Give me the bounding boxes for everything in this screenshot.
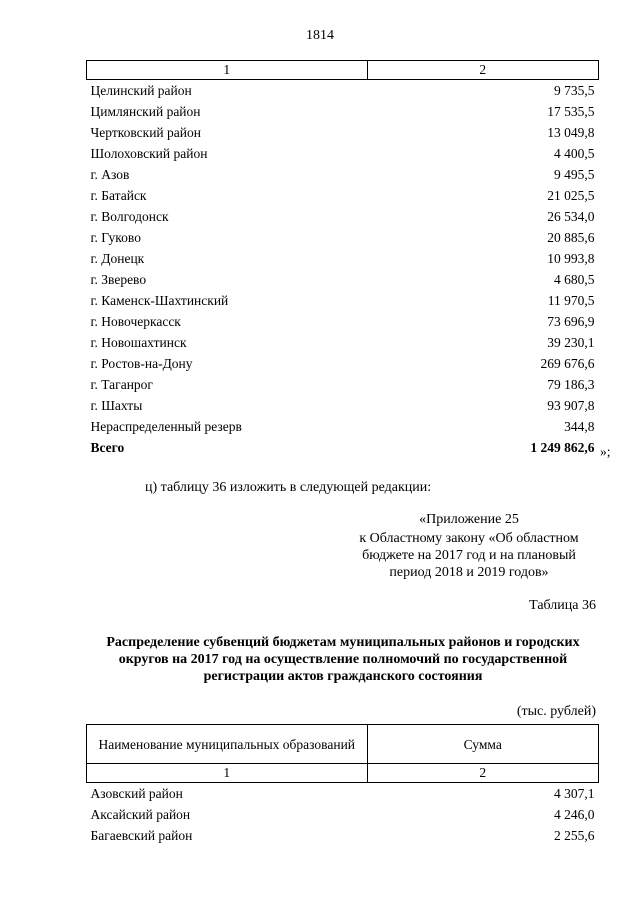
row-name: г. Шахты [90, 398, 143, 413]
table-row [87, 353, 599, 374]
row-value: 2 255,6 [554, 828, 595, 843]
row-value: 9 495,5 [554, 167, 595, 182]
row-name: Шолоховский район [90, 146, 208, 161]
table-row [87, 395, 599, 416]
row-value: 4 680,5 [554, 272, 595, 287]
row-value: 9 735,5 [554, 83, 595, 98]
row-value: 344,8 [564, 419, 595, 434]
table-row [87, 80, 599, 102]
table-row [87, 185, 599, 206]
row-name: г. Новошахтинск [90, 335, 187, 350]
row-value: 17 535,5 [547, 104, 595, 119]
row-value: 4 307,1 [554, 786, 595, 801]
total-value: 1 249 862,6 [530, 440, 595, 455]
row-name: Чертковский район [90, 125, 201, 140]
table-column-headers [87, 725, 599, 764]
table-row [87, 804, 599, 825]
units-label: (тыс. рублей) [516, 704, 596, 719]
row-name: Багаевский район [90, 828, 193, 843]
row-value: 269 676,6 [540, 356, 595, 371]
row-value: 93 907,8 [547, 398, 595, 413]
subvention-table-36 [86, 724, 599, 846]
column-header-name: Наименование муниципальных образований [87, 725, 368, 764]
row-name: г. Новочеркасск [90, 314, 181, 329]
table-row [87, 101, 599, 122]
row-value: 79 186,3 [547, 377, 595, 392]
row-name: г. Каменск-Шахтинский [90, 293, 229, 308]
table-row [87, 248, 599, 269]
table-row [87, 122, 599, 143]
total-row [87, 437, 599, 458]
column-number-2: 2 [367, 764, 599, 783]
column-number-2: 2 [367, 61, 598, 80]
table-number-row [87, 764, 599, 783]
row-value: 4 400,5 [554, 146, 595, 161]
row-value: 10 993,8 [547, 251, 595, 266]
table-row [87, 311, 599, 332]
row-name: г. Батайск [90, 188, 147, 203]
table-row [87, 164, 599, 185]
row-value: 11 970,5 [547, 293, 595, 308]
column-header-sum: Сумма [367, 725, 599, 764]
row-name: г. Азов [90, 167, 130, 182]
amendment-paragraph: ц) таблицу 36 изложить в следующей редакции: [145, 480, 432, 495]
row-value: 20 885,6 [547, 230, 595, 245]
table-row [87, 783, 599, 805]
appendix-reference: к Областному закону «Об областном бюджете на 2017 год и на плановый период 2018 и 2019 годов» [359, 531, 579, 580]
total-label: Всего [90, 440, 125, 455]
row-name: г. Гуково [90, 230, 141, 245]
row-name: г. Ростов-на-Дону [90, 356, 193, 371]
table-row [87, 374, 599, 395]
row-name: г. Таганрог [90, 377, 153, 392]
column-number-1: 1 [87, 61, 368, 80]
table-row [87, 825, 599, 846]
table-row [87, 206, 599, 227]
row-name: г. Зверево [90, 272, 147, 287]
table-row [87, 332, 599, 353]
row-name: Нераспределенный резерв [90, 419, 242, 434]
row-name: г. Донецк [90, 251, 145, 266]
row-value: 73 696,9 [547, 314, 595, 329]
table-row [87, 227, 599, 248]
row-name: Аксайский район [90, 807, 191, 822]
subvention-table-continued [86, 60, 599, 458]
table-label: Таблица 36 [529, 598, 596, 613]
page-number: 1814 [306, 28, 334, 43]
row-value: 39 230,1 [547, 335, 595, 350]
row-value: 26 534,0 [547, 209, 595, 224]
row-name: г. Волгодонск [90, 209, 169, 224]
table-header-row [87, 61, 599, 80]
table-row [87, 290, 599, 311]
column-number-1: 1 [87, 764, 368, 783]
row-value: 4 246,0 [554, 807, 595, 822]
table-title: Распределение субвенций бюджетам муниципальных районов и городских округов на 2017 год на осуществление полномочий по государственной регистрации актов гражданского состояния [106, 635, 580, 684]
table-row [87, 143, 599, 164]
table-row [87, 416, 599, 437]
row-name: Целинский район [90, 83, 192, 98]
row-name: Цимлянский район [90, 104, 201, 119]
closing-quote: »; [600, 444, 611, 459]
row-value: 21 025,5 [547, 188, 595, 203]
appendix-label: «Приложение 25 [419, 512, 519, 527]
table-row [87, 269, 599, 290]
row-value: 13 049,8 [547, 125, 595, 140]
row-name: Азовский район [90, 786, 183, 801]
